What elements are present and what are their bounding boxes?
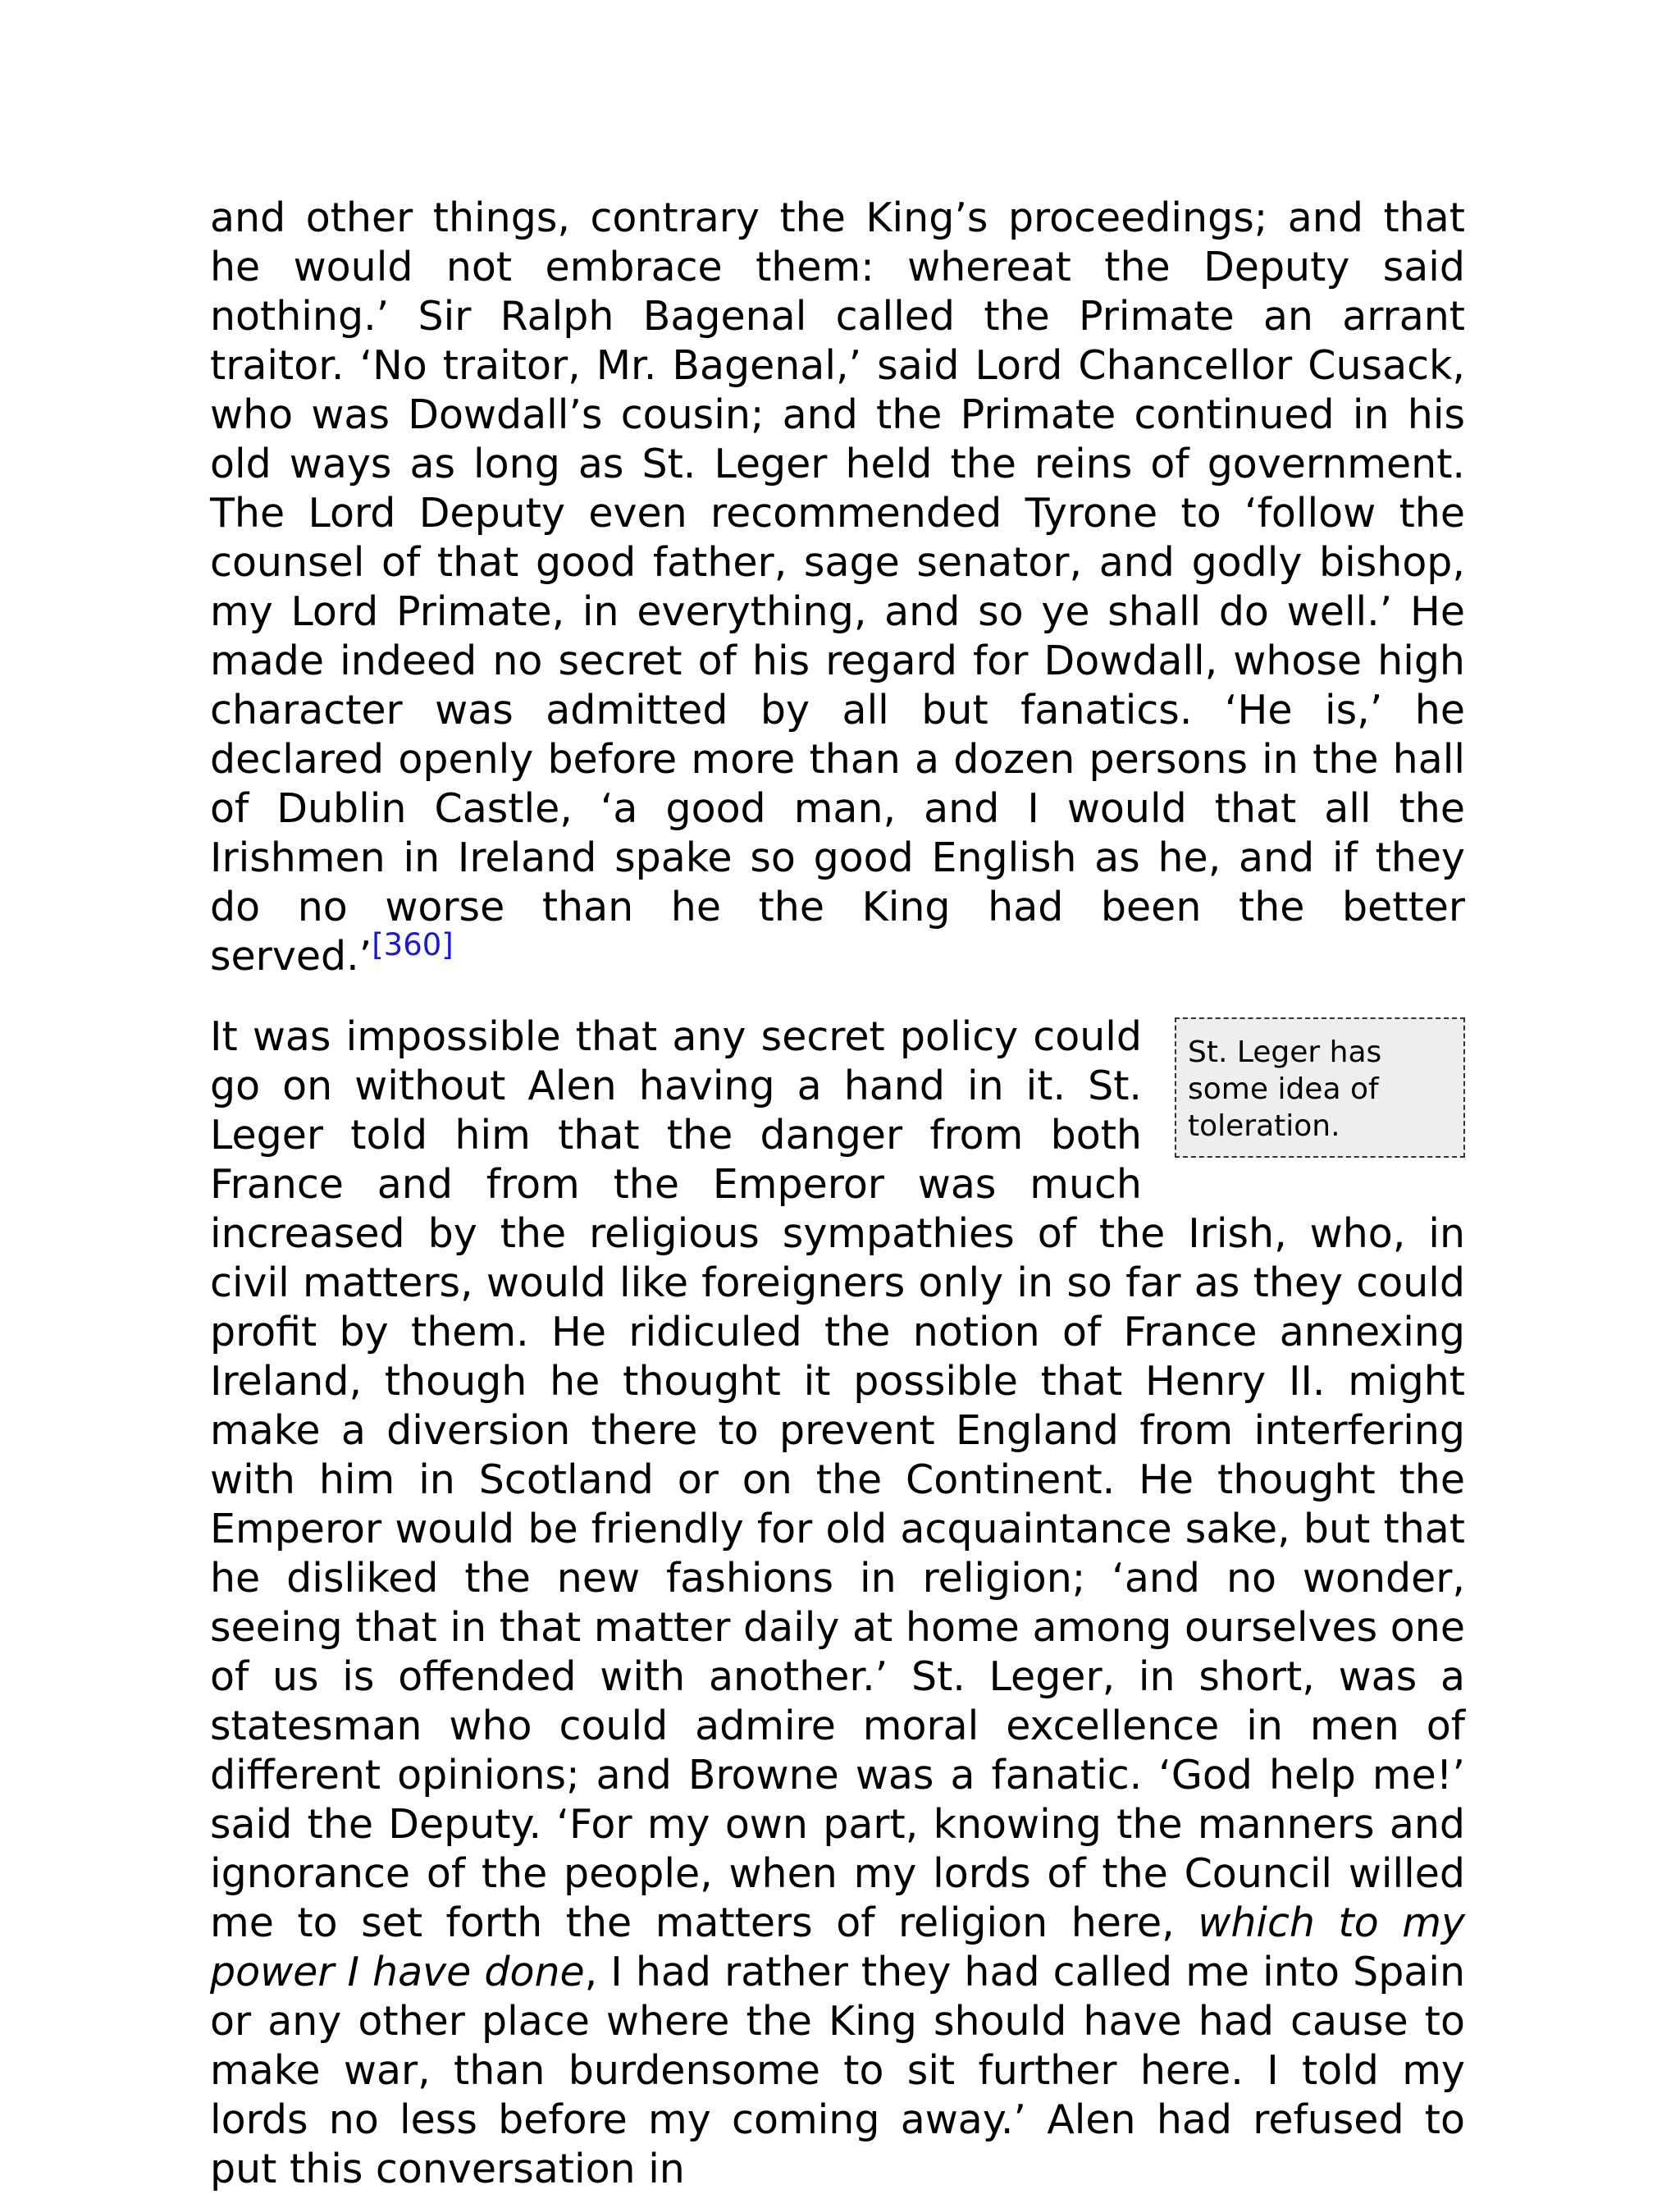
paragraph-1 bbox=[210, 194, 1465, 981]
paragraph-2-italic-text: which to my power I have done bbox=[210, 1899, 1465, 1995]
paragraph-2-text-a: It was impossible that any secret policy could go on without Alen having a hand in it. St. Leger told him that the danger from both France and from the Emperor was much increased by the religious sympathies of the Irish, who, in civil matters, would like foreigners only in so far as they could profit by them. He ridiculed the notion of France annexing Ireland, though he thought it possible that Henry II. might make a diversion there to prevent England from interfering with him in Scotland or on the Continent. He thought the Emperor would be friendly for old acquaintance sake, but that he disliked the new fashions in religion; ‘and no wonder, seeing that in that matter daily at home among ourselves one of us is offended with another.’ St. Leger, in short, was a statesman who could admire moral excellence in men of different opinions; and Browne was a fanatic. ‘God help me!’ said the Deputy. ‘For my own part, knowing the manners and ignorance of the people, when my lords of the Council willed me to set forth the matters of religion here, bbox=[210, 1013, 1465, 1946]
sidenote-text: St. Leger has some idea of toleration. bbox=[1188, 1035, 1382, 1143]
document-page bbox=[210, 194, 1465, 2194]
paragraph-2 bbox=[210, 1012, 1465, 2194]
paragraph-1-text: and other things, contrary the King’s proceedings; and that he would not embrace them: whereat the Deputy said nothing.’ Sir Ralph Bagenal called the Primate an arrant traitor. ‘No traitor, Mr. Bagenal,’ said Lord Chancellor Cusack, who was Dowdall’s cousin; and the Primate continued in his old ways as long as St. Leger held the reins of government. The Lord Deputy even recommended Tyrone to ‘follow the counsel of that good father, sage senator, and godly bishop, my Lord Primate, in everything, and so ye shall do well.’ He made indeed no secret of his regard for Dowdall, whose high character was admitted by all but fanatics. ‘He is,’ he declared openly before more than a dozen persons in the hall of Dublin Castle, ‘a good man, and I would that all the Irishmen in Ireland spake so good English as he, and if they do no worse than he the King had been the better served.’ bbox=[210, 194, 1465, 980]
paragraph-2-text-b: , I had rather they had called me into Spain or any other place where the King should have had cause to make war, than burdensome to sit further here. I told my lords no less before my coming away.’ Alen had refused to put this conversation in bbox=[210, 1949, 1466, 2192]
footnote-link-360[interactable]: [360] bbox=[372, 927, 454, 962]
sidenote-box bbox=[1175, 1017, 1465, 1158]
